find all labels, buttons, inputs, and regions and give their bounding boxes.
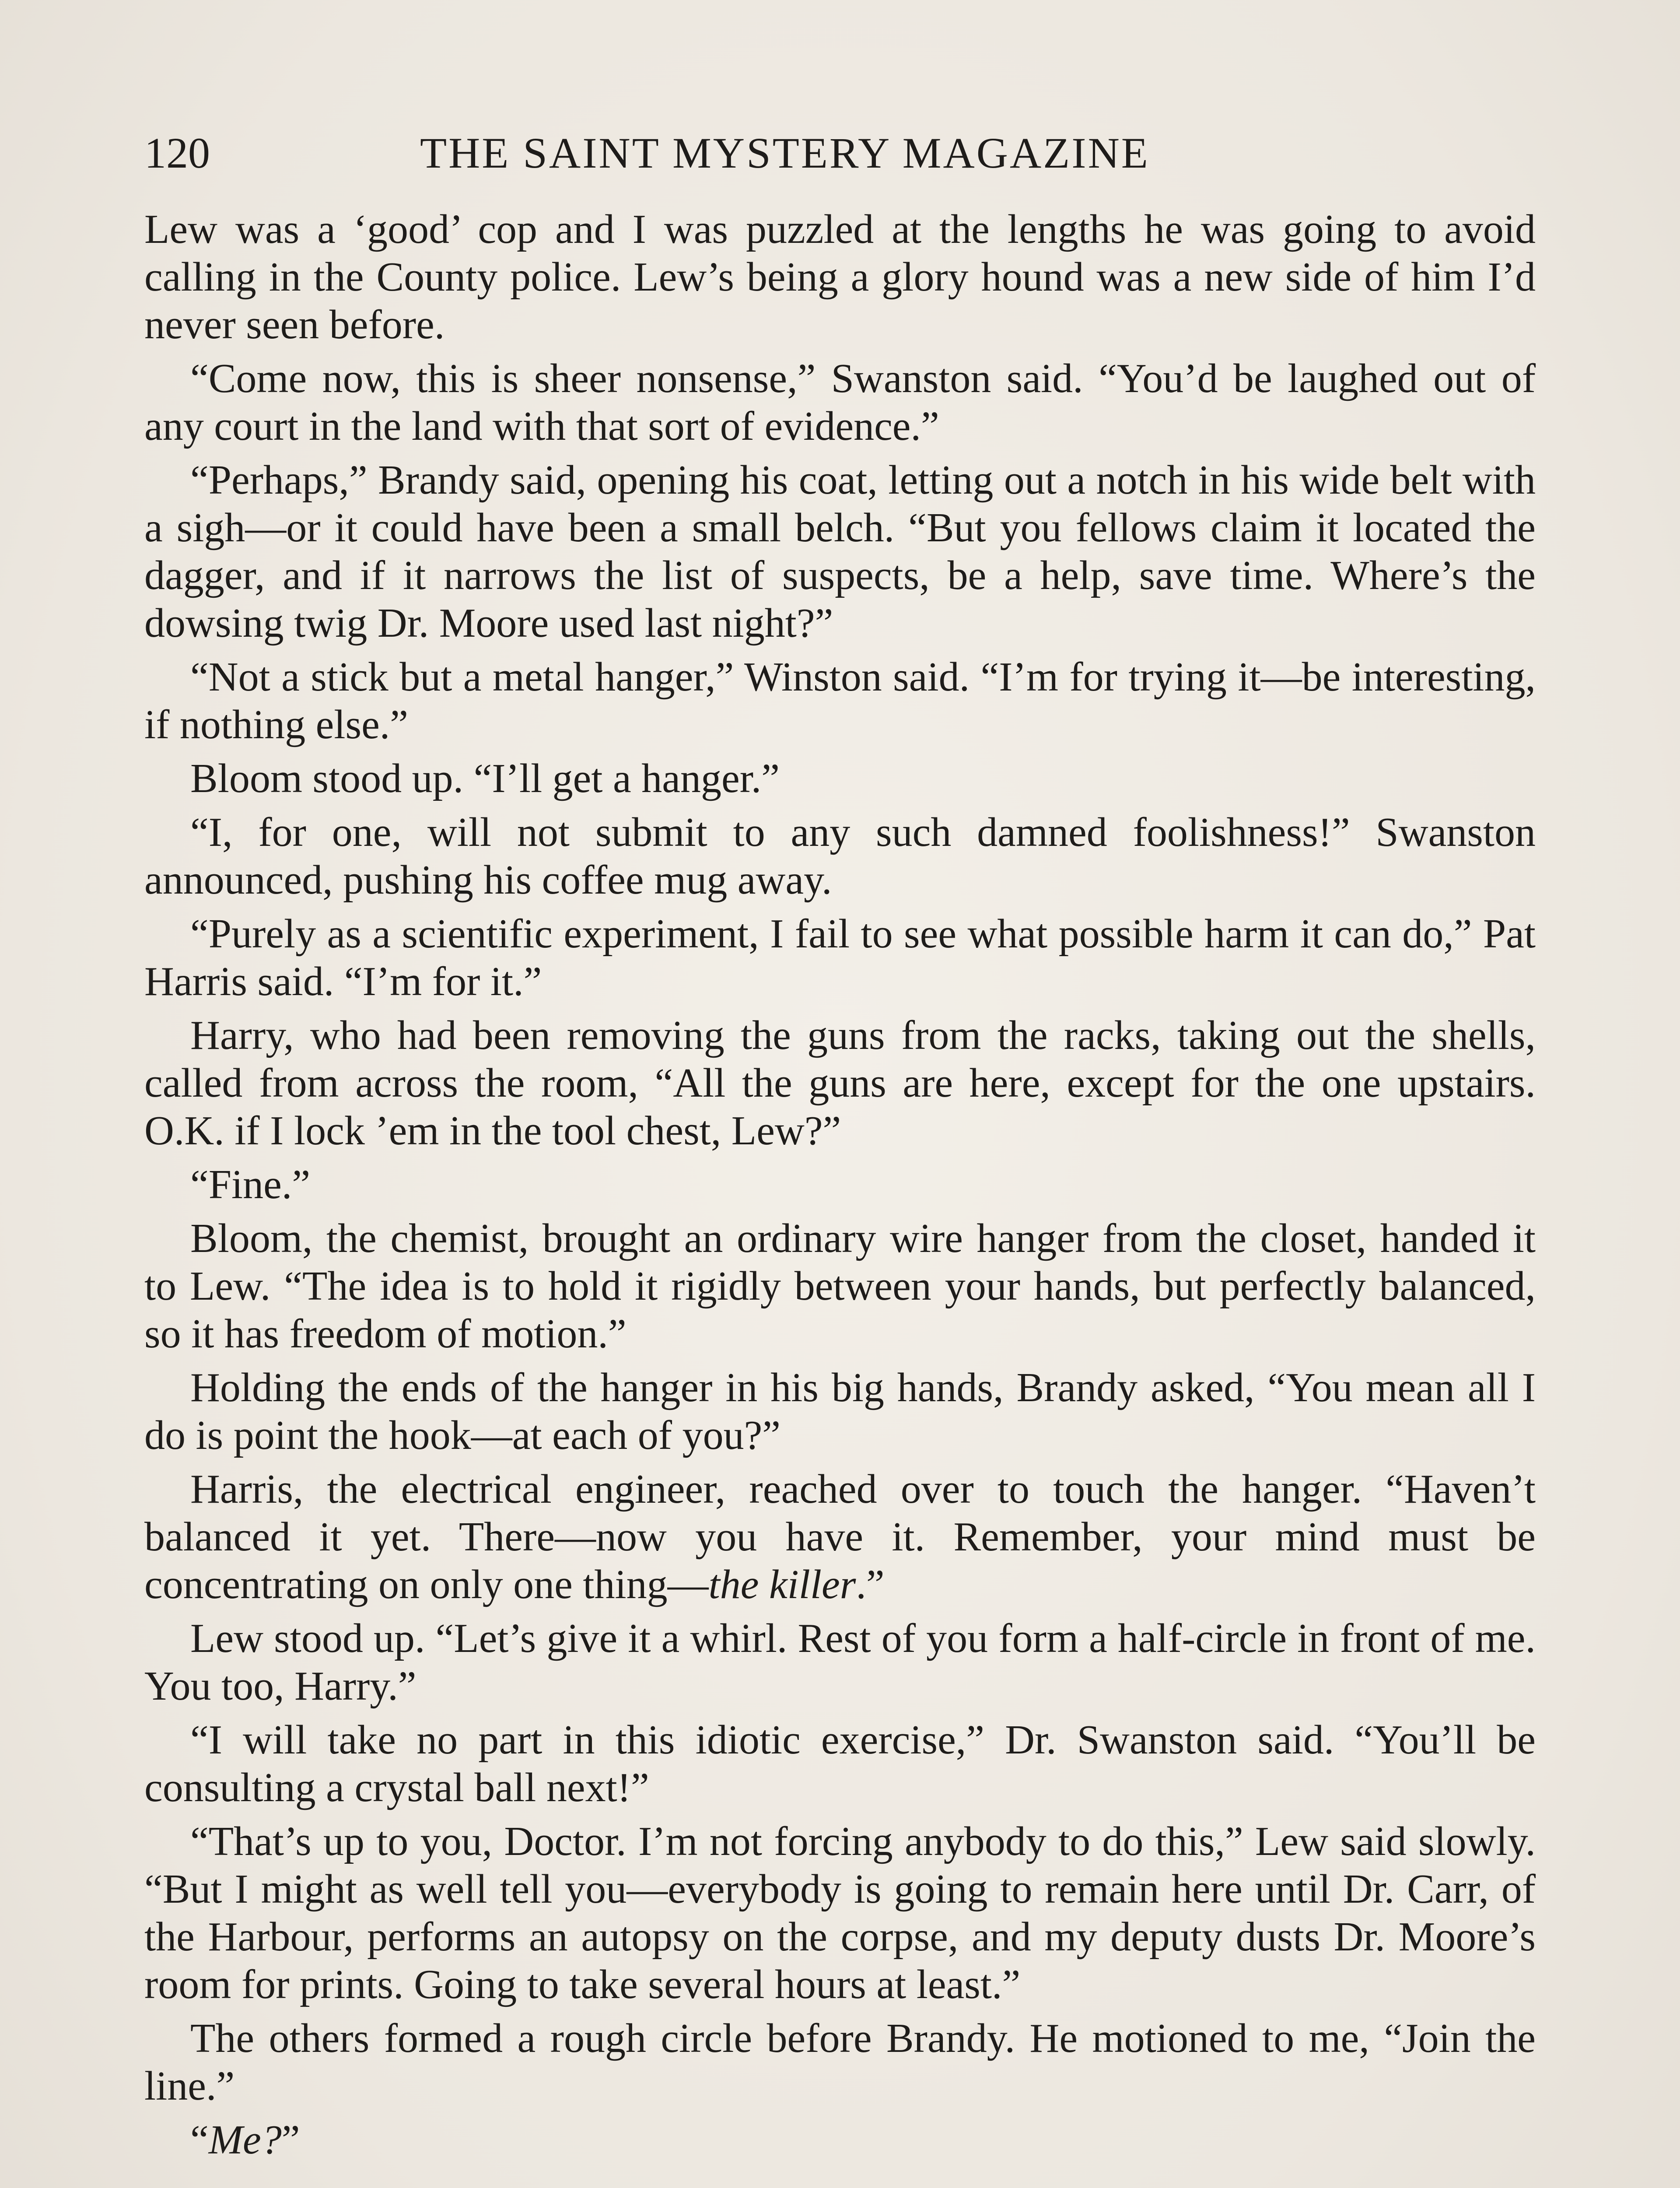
paragraph: “Fine.” bbox=[190, 1162, 311, 1207]
paragraph: The others formed a rough circle before Brandy. He motioned to me, “Join the line.” bbox=[144, 2016, 1536, 2109]
paragraph: Lew stood up. “Let’s give it a whirl. Rest of you form a half-circle in front of me. You too, Harry.” bbox=[144, 1616, 1536, 1709]
paragraph: “Perhaps,” Brandy said, opening his coat, letting out a notch in his wide belt with a sigh—or it could have been a small belch. “But you fellows claim it located the dagger, and if it narrows the list of suspects, be a help, save time. Where’s the dowsing twig Dr. Moore used last night?” bbox=[144, 457, 1536, 646]
paragraph: Bloom, the chemist, brought an ordinary wire hanger from the closet, handed it to Lew. “The idea is to hold it rigidly between your hands, but perfectly balanced, so it has freedom of motion.” bbox=[144, 1216, 1536, 1357]
italic-emphasis: the killer bbox=[708, 1562, 856, 1607]
paragraph: Holding the ends of the hanger in his big hands, Brandy asked, “You mean all I do is point the hook—at each of you?” bbox=[144, 1365, 1536, 1458]
page-header bbox=[144, 127, 1536, 193]
paragraph: Harris, the electrical engineer, reached over to touch the hanger. “Haven’t balanced it yet. There—now you have it. Remember, your mind must be concentrating on only one thing—the killer.” bbox=[144, 1466, 1536, 1607]
page-number: 120 bbox=[144, 129, 210, 177]
paragraph: “Not a stick but a metal hanger,” Winston said. “I’m for trying it—be interesting, if nothing else.” bbox=[144, 654, 1536, 747]
paragraph: “I, for one, will not submit to any such damned foolishness!” Swanston announced, pushing his coffee mug away. bbox=[144, 810, 1536, 903]
paragraph: Lew was a ‘good’ cop and I was puzzled at the lengths he was going to avoid calling in the County police. Lew’s being a glory hound was a new side of him I’d never seen before. bbox=[144, 207, 1536, 347]
paragraph: Bloom stood up. “I’ll get a hanger.” bbox=[190, 756, 780, 801]
paragraph: “That’s up to you, Doctor. I’m not forcing anybody to do this,” Lew said slowly. “But I might as well tell you—everybody is going to remain here until Dr. Carr, of the Harbour, performs an autopsy on the corpse, and my deputy dusts Dr. Moore’s room for prints. Going to take several hours at least.” bbox=[144, 1819, 1536, 2007]
paragraph: Harry, who had been removing the guns from the racks, taking out the shells, called from across the room, “All the guns are here, except for the one upstairs. O.K. if I lock ’em in the tool chest, Lew?” bbox=[144, 1013, 1536, 1154]
paragraph: “Me?” bbox=[190, 2117, 300, 2163]
running-title: THE SAINT MYSTERY MAGAZINE bbox=[420, 129, 1150, 177]
paragraph: “I will take no part in this idiotic exercise,” Dr. Swanston said. “You’ll be consulting a crystal ball next!” bbox=[144, 1717, 1536, 1810]
italic-emphasis: Me? bbox=[208, 2117, 282, 2163]
paragraph: “Purely as a scientific experiment, I fail to see what possible harm it can do,” Pat Harris said. “I’m for it.” bbox=[144, 911, 1536, 1004]
story-text bbox=[144, 206, 1536, 2170]
paragraph: “Come now, this is sheer nonsense,” Swanston said. “You’d be laughed out of any court in the land with that sort of evidence.” bbox=[144, 356, 1536, 449]
